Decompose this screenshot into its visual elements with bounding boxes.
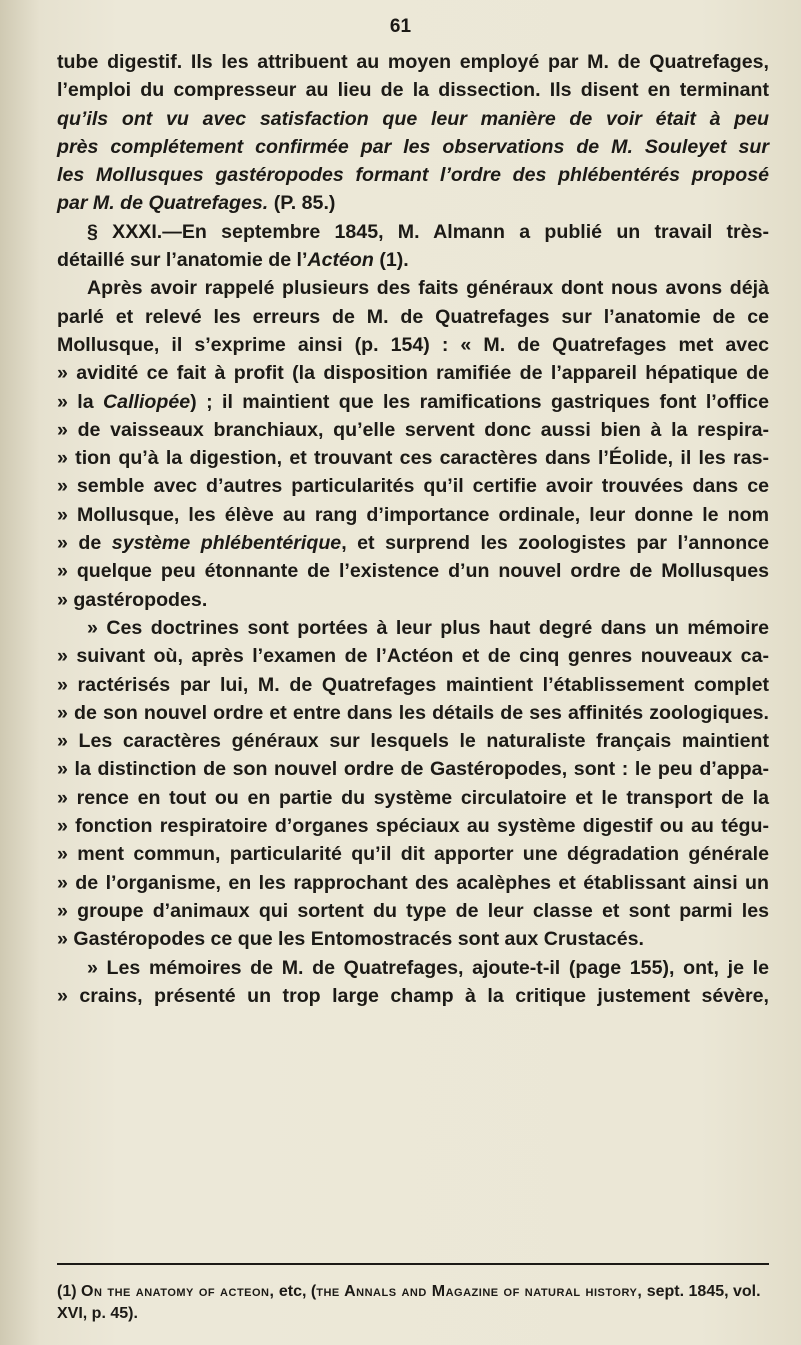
text-line xyxy=(57,218,769,246)
text-line xyxy=(57,529,769,557)
text-line xyxy=(57,48,769,76)
text-run: tube digestif. Ils les attribuent au moyen employé par M. de Quatrefages, xyxy=(57,51,769,73)
italic-run: près complétement confirmée par les observations de M. Souleyet sur xyxy=(57,135,769,158)
italic-run: système phlébentérique xyxy=(111,532,342,555)
text-run: » gastéropodes. xyxy=(57,588,208,611)
page-number: 61 xyxy=(389,16,412,37)
text-run: détaillé sur l’anatomie de l’ xyxy=(57,249,308,272)
italic-run: Calliopée xyxy=(103,390,191,413)
text-run: » la distinction de son nouvel ordre de Gastéropodes, sont : le peu d’appa- xyxy=(57,758,769,781)
text-line xyxy=(57,105,769,133)
text-run: (P. 85.) xyxy=(268,192,336,215)
text-line xyxy=(57,76,769,104)
text-line xyxy=(57,501,769,529)
body-text xyxy=(57,48,769,1010)
text-line xyxy=(57,161,769,189)
text-run: » avidité ce fait à profit (la disposition ramifiée de l’appareil hépatique de xyxy=(57,362,769,385)
italic-run: les Mollusques gastéropodes formant l’ordre des phlébentérés proposé xyxy=(57,164,769,187)
text-run: » groupe d’animaux qui sortent du type de leur classe et sont parmi les xyxy=(57,899,769,922)
text-line xyxy=(57,586,769,614)
italic-run: par M. de Quatrefages. xyxy=(57,192,269,215)
text-line xyxy=(57,699,769,727)
text-run: » suivant où, après l’examen de l’Actéon et de cinq genres nouveaux ca- xyxy=(57,645,769,668)
text-run: » Les caractères généraux sur lesquels le naturaliste français maintient xyxy=(57,730,769,753)
text-run: » semble avec d’autres particularités qu’il certifie avoir trouvées dans ce xyxy=(57,475,769,498)
text-line xyxy=(57,359,769,387)
footnote-marker: (1) xyxy=(57,1283,77,1300)
text-line xyxy=(57,444,769,472)
text-run: » fonction respiratoire d’organes spéciaux au système digestif ou au tégu- xyxy=(57,815,769,838)
text-run: » crains, présenté un trop large champ à la critique justement sévère, xyxy=(57,984,769,1007)
text-line xyxy=(57,557,769,585)
text-line xyxy=(57,416,769,444)
text-run: » Gastéropodes ce que les Entomostracés sont aux Crustacés. xyxy=(57,928,644,951)
text-line xyxy=(57,925,769,953)
footnote-divider xyxy=(57,1263,769,1265)
text-run: parlé et relevé les erreurs de M. de Quatrefages sur l’anatomie de ce xyxy=(57,305,769,328)
text-line xyxy=(57,812,769,840)
footnote-source: the Annals and Magazine of natural history, xyxy=(316,1283,643,1300)
footnote-etc: etc, ( xyxy=(274,1283,317,1300)
italic-run: Actéon xyxy=(307,249,374,272)
text-line xyxy=(57,472,769,500)
text-run: » ment commun, particularité qu’il dit apporter une dégradation générale xyxy=(57,843,769,866)
text-line xyxy=(57,840,769,868)
text-run: » Les mémoires de M. de Quatrefages, ajoute-t-il (page 155), ont, je le xyxy=(87,956,769,979)
text-line xyxy=(57,897,769,925)
text-run: » quelque peu étonnante de l’existence d’un nouvel ordre de Mollusques xyxy=(57,560,769,583)
text-run: » Ces doctrines sont portées à leur plus haut degré dans un mémoire xyxy=(87,616,769,639)
text-run: l’emploi du compresseur au lieu de la dissection. Ils disent en terminant xyxy=(57,79,769,102)
text-run: § XXXI.—En septembre 1845, M. Almann a publié un travail très- xyxy=(87,220,769,243)
text-line xyxy=(57,614,769,642)
footnote-citation: sept. 1845, vol. XVI, p. 45). xyxy=(57,1283,761,1322)
text-run: , et surprend les zoologistes par l’annonce xyxy=(341,532,769,555)
text-run: » Mollusque, les élève au rang d’importance ordinale, leur donne le nom xyxy=(57,503,769,526)
text-line xyxy=(57,189,769,217)
text-line xyxy=(57,869,769,897)
text-run: » ractérisés par lui, M. de Quatrefages maintient l’établissement complet xyxy=(57,673,769,696)
text-line xyxy=(57,784,769,812)
text-run: ) ; il maintient que les ramifications gastriques font l’office xyxy=(190,390,769,413)
text-run: » tion qu’à la digestion, et trouvant ces caractères dans l’Éolide, il les ras- xyxy=(57,447,769,470)
text-line xyxy=(57,954,769,982)
text-line xyxy=(57,133,769,161)
text-line xyxy=(57,727,769,755)
text-line xyxy=(57,642,769,670)
text-line xyxy=(57,246,769,274)
text-line xyxy=(57,982,769,1010)
text-line xyxy=(57,274,769,302)
text-run: » de xyxy=(57,532,112,555)
text-run: (1). xyxy=(373,249,409,272)
text-line xyxy=(57,388,769,416)
text-run: » de l’organisme, en les rapprochant des acalèphes et établissant ainsi un xyxy=(57,871,769,894)
footnote-title: On the anatomy of acteon, xyxy=(81,1283,275,1300)
italic-run: qu’ils ont vu avec satisfaction que leur manière de voir était à peu xyxy=(57,107,769,130)
text-run: » de vaisseaux branchiaux, qu’elle servent donc aussi bien à la respira- xyxy=(57,418,769,441)
text-run: Mollusque, il s’exprime ainsi (p. 154) : « M. de Quatrefages met avec xyxy=(57,333,769,356)
text-run: Après avoir rappelé plusieurs des faits généraux dont nous avons déjà xyxy=(87,277,769,300)
text-line xyxy=(57,331,769,359)
text-line xyxy=(57,755,769,783)
text-run: » de son nouvel ordre et entre dans les détails de ses affinités zoologiques. xyxy=(57,701,769,724)
footnote xyxy=(57,1281,769,1325)
text-line xyxy=(57,671,769,699)
text-run: » rence en tout ou en partie du système circulatoire et le transport de la xyxy=(57,786,769,809)
text-line xyxy=(57,303,769,331)
text-run: » la xyxy=(57,390,104,413)
